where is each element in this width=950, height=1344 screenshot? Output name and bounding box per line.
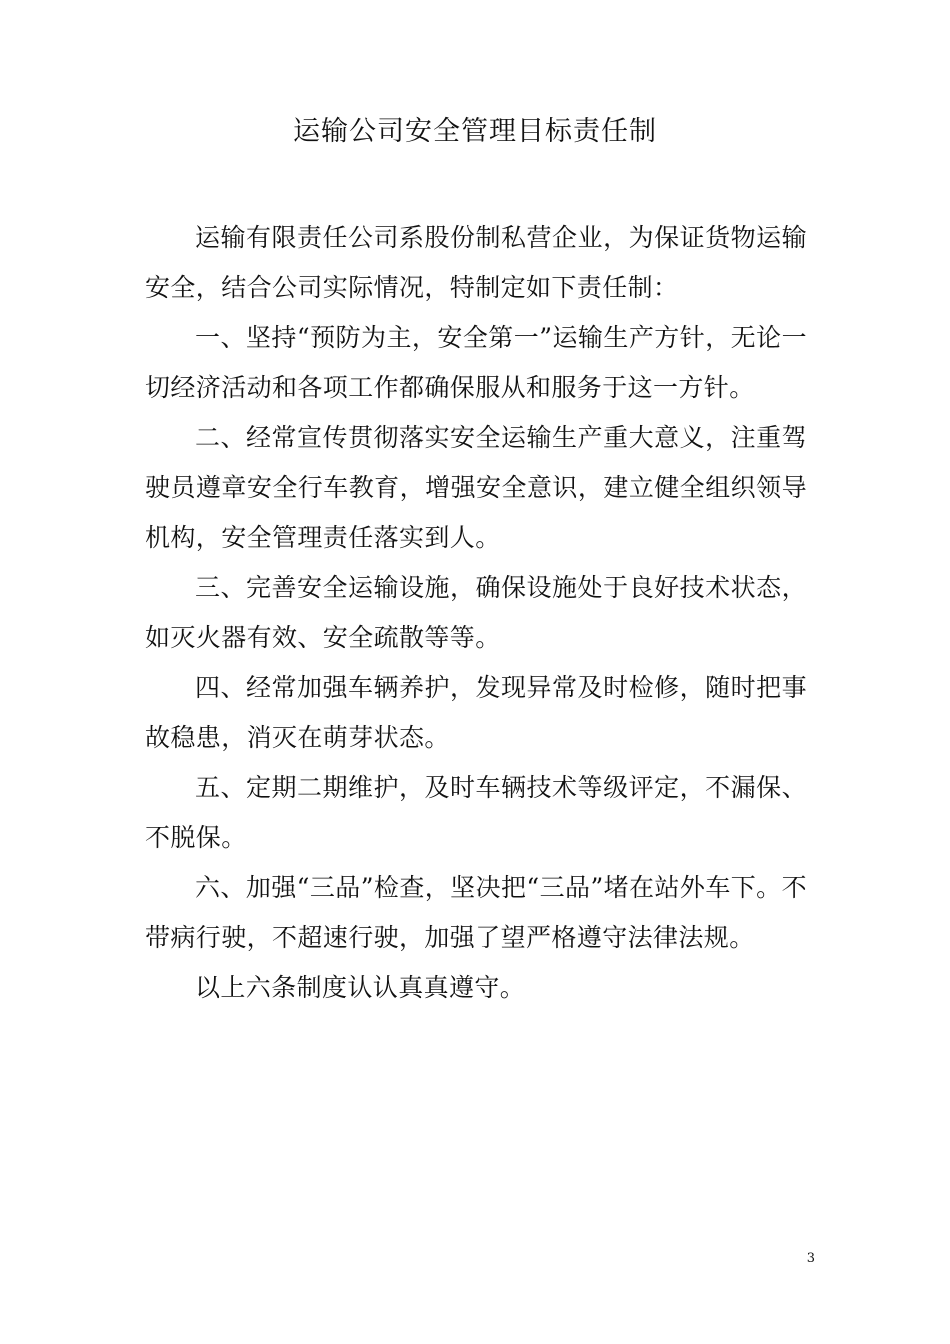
clause-6-paragraph: 六、加强“三品”检查，坚决把“三品”堵在站外车下。不带病行驶，不超速行驶，加强了望严格遵守法律法规。 bbox=[145, 873, 807, 952]
page-number: 3 bbox=[806, 1251, 815, 1266]
clause-3-paragraph: 三、完善安全运输设施，确保设施处于良好技术状态，如灭火器有效、安全疏散等等。 bbox=[145, 573, 807, 652]
clause-5-paragraph: 五、定期二期维护，及时车辆技术等级评定，不漏保、不脱保。 bbox=[145, 773, 807, 852]
clause-4-paragraph: 四、经常加强车辆养护，发现异常及时检修，随时把事故稳患，消灭在萌芽状态。 bbox=[145, 673, 807, 752]
document-body bbox=[145, 213, 807, 1013]
document-title: 运输公司安全管理目标责任制 bbox=[293, 116, 657, 147]
clause-1-paragraph: 一、坚持“预防为主，安全第一”运输生产方针，无论一切经济活动和各项工作都确保服从和服务于这一方针。 bbox=[145, 323, 807, 402]
intro-paragraph: 运输有限责任公司系股份制私营企业，为保证货物运输安全，结合公司实际情况，特制定如下责任制： bbox=[145, 223, 807, 302]
clause-2-paragraph: 二、经常宣传贯彻落实安全运输生产重大意义，注重驾驶员遵章安全行车教育，增强安全意识，建立健全组织领导机构，安全管理责任落实到人。 bbox=[145, 423, 807, 552]
closing-paragraph: 以上六条制度认认真真遵守。 bbox=[195, 973, 526, 1002]
